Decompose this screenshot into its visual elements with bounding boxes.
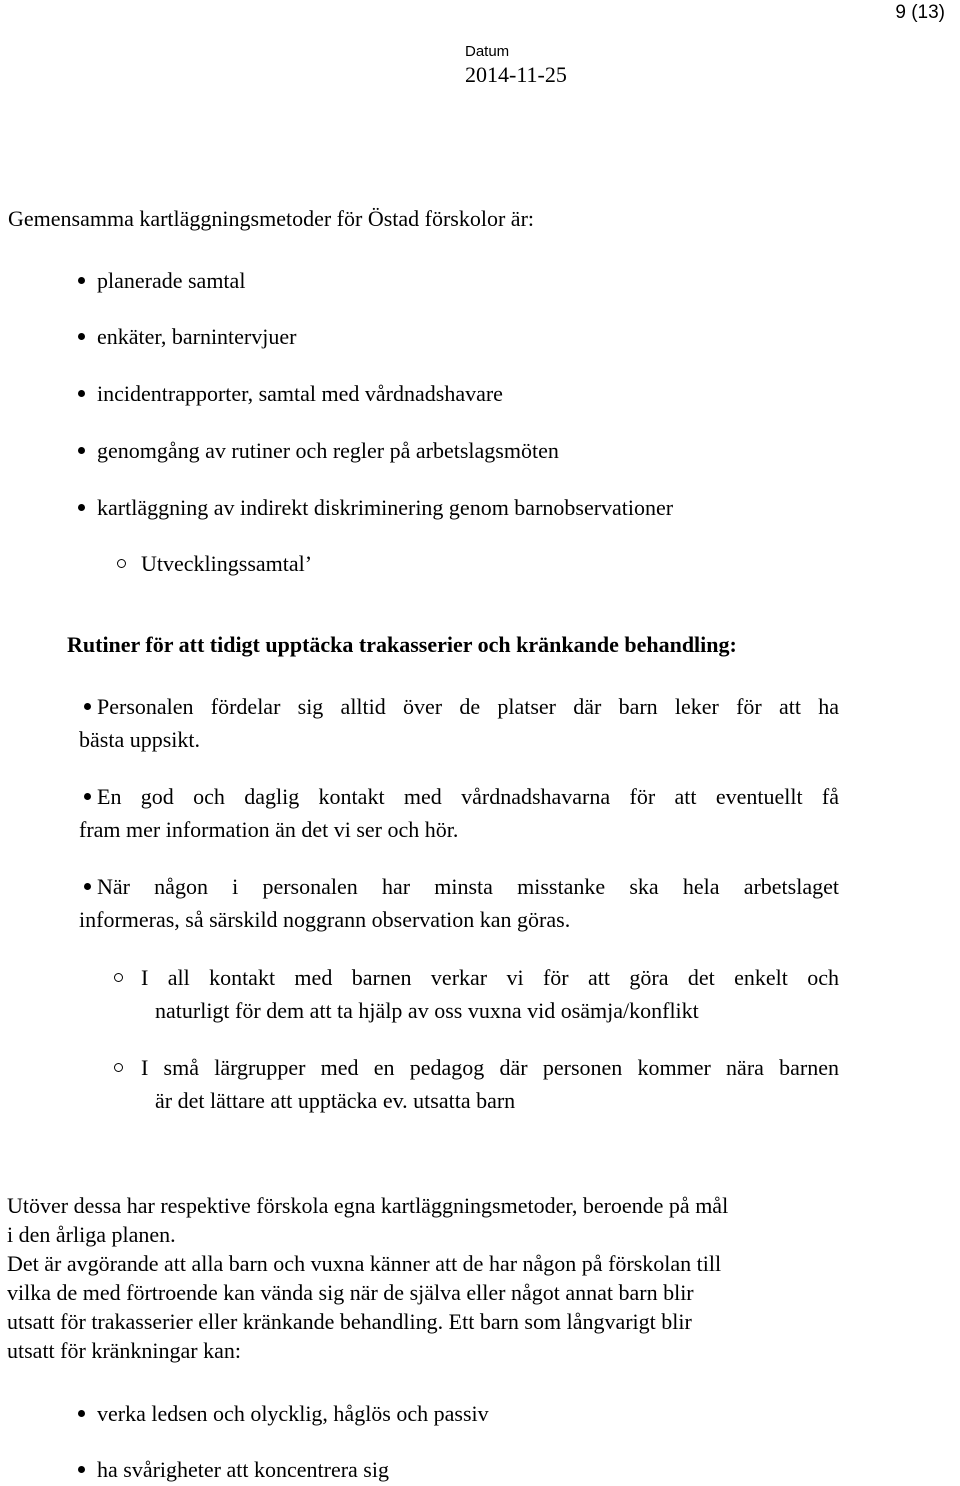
list-item-text: incidentrapporter, samtal med vårdnadshavare — [97, 381, 503, 406]
list-item-text: kartläggning av indirekt diskriminering genom barnobservationer — [97, 495, 674, 520]
paragraph-line: Utöver dessa har respektive förskola egna kartläggningsmetoder, beroende på mål — [7, 1193, 729, 1218]
list-item-line: bästa uppsikt. — [79, 727, 200, 752]
paragraph-methods-note — [7, 1191, 843, 1249]
list-item — [79, 870, 839, 936]
page-number: 9 (13) — [895, 2, 945, 23]
routines-heading: Rutiner för att tidigt upptäcka trakasserier och kränkande behandling: — [67, 632, 737, 657]
bullet-icon — [114, 1063, 123, 1072]
list-item — [97, 434, 559, 467]
bullet-icon — [84, 703, 91, 710]
list-item-line: I små lärgrupper med en pedagog där personen kommer nära barnen — [141, 1055, 839, 1080]
paragraph-line: vilka de med förtroende kan vända sig när de själva eller något annat barn blir — [7, 1280, 694, 1305]
list-item-text: Utvecklingssamtal’ — [141, 551, 313, 576]
bullet-icon — [78, 447, 85, 454]
paragraph-line: Det är avgörande att alla barn och vuxna känner att de har någon på förskolan till — [7, 1251, 722, 1276]
bullet-icon — [117, 559, 126, 568]
list-item-text: enkäter, barnintervjuer — [97, 324, 297, 349]
list-item-line: naturligt för dem att ta hjälp av oss vuxna vid osämja/konflikt — [155, 998, 699, 1023]
list-item — [97, 264, 245, 297]
bullet-icon — [78, 504, 85, 511]
bullet-icon — [78, 1410, 85, 1417]
bullet-icon — [78, 277, 85, 284]
list-item — [97, 320, 296, 353]
paragraph-line: utsatt för kränkningar kan: — [7, 1338, 241, 1363]
paragraph-line: utsatt för trakasserier eller kränkande behandling. Ett barn som långvarigt blir — [7, 1309, 692, 1334]
list-item-line: fram mer information än det vi ser och hör. — [79, 817, 459, 842]
date-value: 2014-11-25 — [465, 62, 567, 87]
list-item-line: är det lättare att upptäcka ev. utsatta barn — [155, 1088, 516, 1113]
date-label: Datum — [465, 43, 510, 60]
paragraph-line: i den årliga planen. — [7, 1222, 176, 1247]
list-item-text: genomgång av rutiner och regler på arbetslagsmöten — [97, 438, 559, 463]
list-item — [97, 377, 503, 410]
list-item-line: När någon i personalen har minsta misstanke ska hela arbetslaget — [97, 874, 839, 899]
list-item-line: En god och daglig kontakt med vårdnadshavarna för att eventuellt få — [97, 784, 839, 809]
list-item — [141, 1051, 839, 1117]
list-item-line: Personalen fördelar sig alltid över de platser där barn leker för att ha — [97, 694, 839, 719]
bullet-icon — [78, 333, 85, 340]
list-item — [141, 547, 312, 580]
list-item-line: informeras, så särskild noggrann observation kan göras. — [79, 907, 571, 932]
methods-intro: Gemensamma kartläggningsmetoder för Östad förskolor är: — [8, 206, 535, 231]
list-item-text: planerade samtal — [97, 268, 246, 293]
list-item — [79, 690, 839, 756]
list-item — [141, 961, 839, 1027]
bullet-icon — [78, 390, 85, 397]
list-item-line: I all kontakt med barnen verkar vi för att göra det enkelt och — [141, 965, 839, 990]
list-item — [97, 1453, 389, 1486]
bullet-icon — [84, 793, 91, 800]
list-item — [97, 1397, 489, 1430]
list-item-text: verka ledsen och olycklig, håglös och passiv — [97, 1401, 489, 1426]
list-item-text: ha svårigheter att koncentrera sig — [97, 1457, 389, 1482]
bullet-icon — [114, 973, 123, 982]
list-item — [79, 780, 839, 846]
bullet-icon — [84, 883, 91, 890]
bullet-icon — [78, 1466, 85, 1473]
list-item — [97, 491, 673, 524]
paragraph-trust — [7, 1249, 843, 1365]
